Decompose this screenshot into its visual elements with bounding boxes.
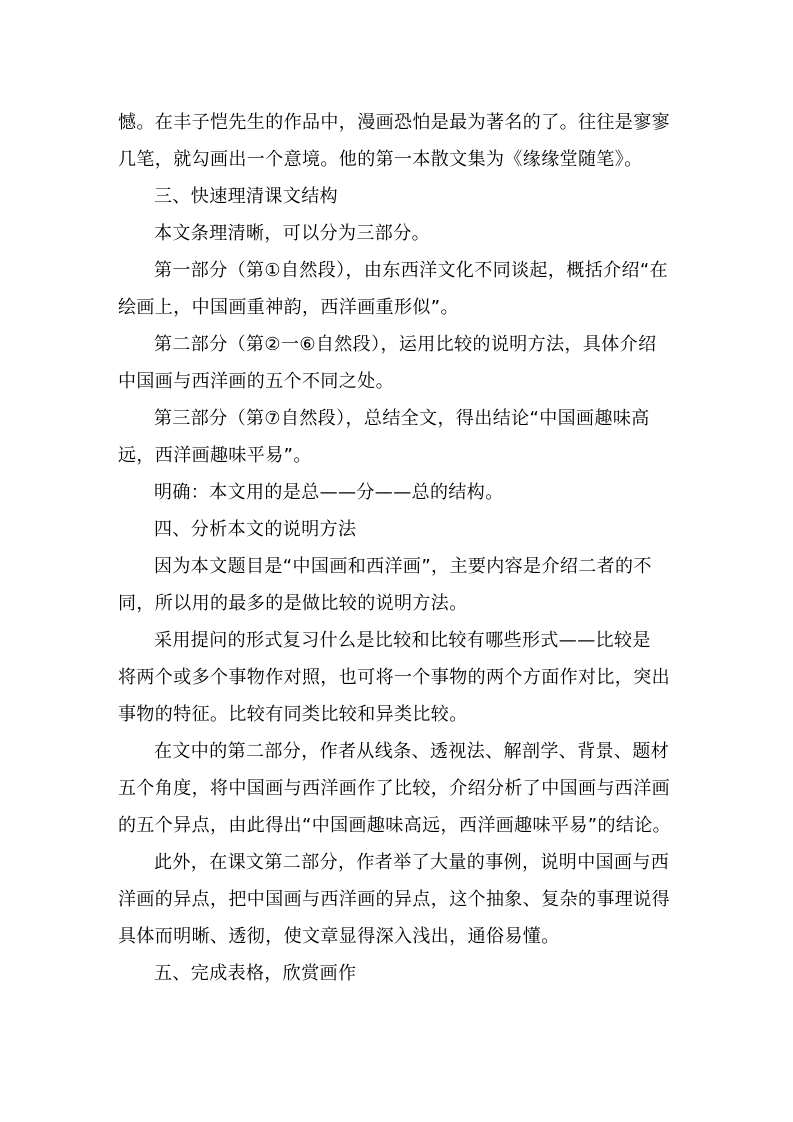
paragraph-line: 的五个异点，由此得出“中国画趣味高远，西洋画趣味平易”的结论。 (118, 815, 672, 836)
document-body (118, 104, 678, 992)
paragraph-line: 具体而明晰、透彻，使文章显得深入浅出，通俗易懂。 (118, 926, 560, 947)
paragraph-line: 第一部分（第①自然段），由东西洋文化不同谈起，概括介绍“在 (154, 260, 669, 281)
paragraph-line: 憾。在丰子恺先生的作品中，漫画恐怕是最为著名的了。往往是寥寥 (118, 112, 670, 133)
section-heading: 三、快速理清课文结构 (154, 186, 338, 207)
section-heading: 四、分析本文的说明方法 (154, 519, 357, 540)
paragraph-line: 将两个或多个事物作对照，也可将一个事物的两个方面作对比，突出 (118, 667, 670, 688)
section-heading: 五、完成表格，欣赏画作 (154, 963, 357, 984)
paragraph-line: 五个角度，将中国画与西洋画作了比较，介绍分析了中国画与西洋画 (118, 778, 670, 799)
paragraph-line: 因为本文题目是“中国画和西洋画”，主要内容是介绍二者的不 (154, 556, 652, 577)
paragraph-line: 第二部分（第②一⑥自然段），运用比较的说明方法，具体介绍 (154, 334, 657, 355)
paragraph-line: 同，所以用的最多的是做比较的说明方法。 (118, 593, 468, 614)
paragraph-line: 在文中的第二部分，作者从线条、透视法、解剖学、背景、题材 (154, 741, 670, 762)
paragraph-line: 本文条理清晰，可以分为三部分。 (154, 223, 430, 244)
paragraph-line: 远，西洋画趣味平易”。 (118, 445, 312, 466)
paragraph-line: 第三部分（第⑦自然段），总结全文，得出结论“中国画趣味高 (154, 408, 650, 429)
paragraph-line: 此外，在课文第二部分，作者举了大量的事例，说明中国画与西 (154, 852, 670, 873)
paragraph-line: 洋画的异点，把中国画与西洋画的异点，这个抽象、复杂的事理说得 (118, 889, 670, 910)
paragraph-line: 明确：本文用的是总——分——总的结构。 (154, 482, 504, 503)
paragraph-line: 中国画与西洋画的五个不同之处。 (118, 371, 394, 392)
paragraph-line: 几笔，就勾画出一个意境。他的第一本散文集为《缘缘堂随笔》。 (118, 149, 643, 170)
paragraph-line: 绘画上，中国画重神韵，西洋画重形似”。 (118, 297, 459, 318)
paragraph-line: 事物的特征。比较有同类比较和异类比较。 (118, 704, 468, 725)
paragraph-line: 采用提问的形式复习什么是比较和比较有哪些形式——比较是 (154, 630, 651, 651)
